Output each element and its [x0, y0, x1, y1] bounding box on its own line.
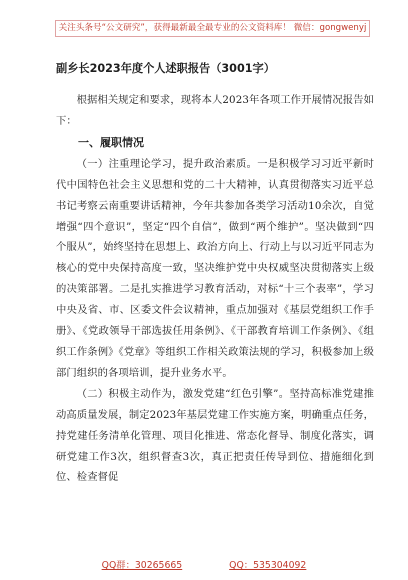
intro-paragraph: 根据相关规定和要求，现将本人2023年各项工作开展情况报告如下： — [56, 94, 374, 127]
promo-banner[interactable]: 关注头条号“公文研究”，获得最新最全最专业的公文资料库！ 微信：gongwenyj — [55, 20, 370, 37]
contact-footer — [0, 557, 408, 571]
qq-group-link[interactable]: QQ群：30265665 — [101, 560, 183, 571]
qq-contact-link[interactable]: QQ：535304092 — [229, 560, 307, 571]
document-body — [56, 60, 374, 488]
paragraph-theory-study: （一）注重理论学习，提升政治素质。一是积极学习习近平新时代中国特色社会主义思想和党的二十大精神，认真贯彻落实习近平总书记考察云南重要讲话精神，今年共参加各类学习活动10余次，自觉增强“四个意识”，坚定“四个自信”，做到“两个维护”。坚决做到“四个服从”，始终坚持在思想上、政治方向上、行动上与以习近平同志为核心的党中央保持高度一致，坚决维护党中央权威坚决贯彻落实上级的决策部署。二是扎实推进学习教育活动，对标“十三个表率”，学习中央及省、市、区委文件会议精神，重点加强对《基层党组织工作手册》、《党政领导干部选拔任用条例》、《干部教育培训工作条例》、《组织工作条例》《党章》等组织工作相关政策法规的学习，积极参加上级部门组织的各项培训，提升业务水平。 — [56, 157, 374, 379]
section-heading: 一、履职情况 — [78, 135, 144, 149]
paragraph-party-building: （二）积极主动作为，激发党建“红色引擎”。坚持高标准党建推动高质量发展，制定2023年基层党建工作实施方案，明确重点任务，持党建任务清单化管理、项目化推进、常态化督导、制度化落实，调研党建工作3次，组织督查3次，真正把责任传导到位、措施细化到位、检查督促 — [56, 387, 374, 484]
document-title: 副乡长2023年度个人述职报告（3001字） — [56, 62, 275, 75]
